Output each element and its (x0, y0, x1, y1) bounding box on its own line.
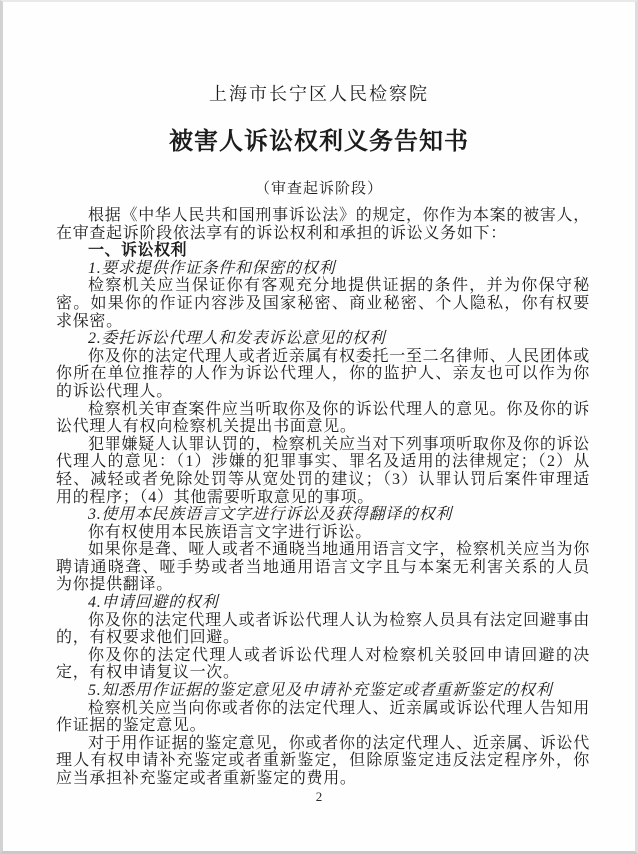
item-1-heading: 1.要求提供作证条件和保密的权利 (88, 259, 336, 277)
item-3-heading: 3.使用本民族语言文字进行诉讼及获得翻译的权利 (88, 506, 453, 524)
intro-paragraph: 根据《中华人民共和国刑事诉讼法》的规定，你作为本案的被害人，在审查起诉阶段依法享有的诉讼权利和承担的诉讼义务如下： (56, 207, 590, 242)
item-4-paragraph: 你及你的法定代理人或者诉讼代理人认为检察人员具有法定回避事由的，有权要求他们回避。 (56, 611, 590, 647)
item-2-paragraph: 犯罪嫌疑人认罪认罚的，检察机关应当对下列事项听取你及你的诉讼代理人的意见：（1）涉嫌的犯罪事实、罪名及适用的法律规定；（2）从轻、减轻或者免除处罚等从宽处罚的建议；（3）认罪认罚后案件审理适用的程序；（4）其他需要听取意见的事项。 (56, 435, 590, 506)
item-1-paragraph: 检察机关应当保证你有客观充分地提供证据的条件，并为你保守秘密。如果你的作证内容涉及国家秘密、商业秘密、个人隐私，你有权要求保密。 (56, 277, 590, 330)
item-5-paragraph: 对于用作证据的鉴定意见，你或者你的法定代理人、近亲属、诉讼代理人有权申请补充鉴定或者重新鉴定，但除原鉴定违反法定程序外，你应当承担补充鉴定或者重新鉴定的费用。 (56, 734, 590, 787)
item-3-paragraph: 你有权使用本民族语言文字进行诉讼。 (88, 523, 372, 541)
item-4-heading: 4.申请回避的权利 (88, 594, 219, 612)
document-body (56, 207, 590, 788)
item-5-heading: 5.知悉用作证据的鉴定意见及申请补充鉴定或者重新鉴定的权利 (88, 682, 553, 700)
item-2-paragraph: 检察机关审查案件应当听取你及你的诉讼代理人的意见。你及你的诉讼代理人有权向检察机关提出书面意见。 (56, 400, 590, 436)
issuing-authority: 上海市长宁区人民检察院 (209, 84, 429, 104)
item-5-paragraph: 检察机关应当向你或者你的法定代理人、近亲属或诉讼代理人告知用作证据的鉴定意见。 (56, 699, 590, 735)
item-3-paragraph: 如果你是聋、哑人或者不通晓当地通用语言文字，检察机关应当为你聘请通晓聋、哑手势或者当地通用语言文字且与本案无利害关系的人员为你提供翻译。 (56, 541, 590, 594)
item-2-paragraph: 你及你的法定代理人或者近亲属有权委托一至二名律师、人民团体或你所在单位推荐的人作为诉讼代理人，你的监护人、亲友也可以作为你的诉讼代理人。 (56, 347, 590, 400)
page-number: 2 (315, 789, 323, 804)
item-2-heading: 2.委托诉讼代理人和发表诉讼意见的权利 (88, 330, 386, 348)
document-title: 被害人诉讼权利义务告知书 (169, 129, 469, 155)
item-4-paragraph: 你及你的法定代理人或者诉讼代理人对检察机关驳回申请回避的决定，有权申请复议一次。 (56, 646, 590, 682)
section-heading-litigation-rights: 一、诉讼权利 (88, 242, 188, 260)
stage-subtitle: （审查起诉阶段） (254, 181, 383, 197)
